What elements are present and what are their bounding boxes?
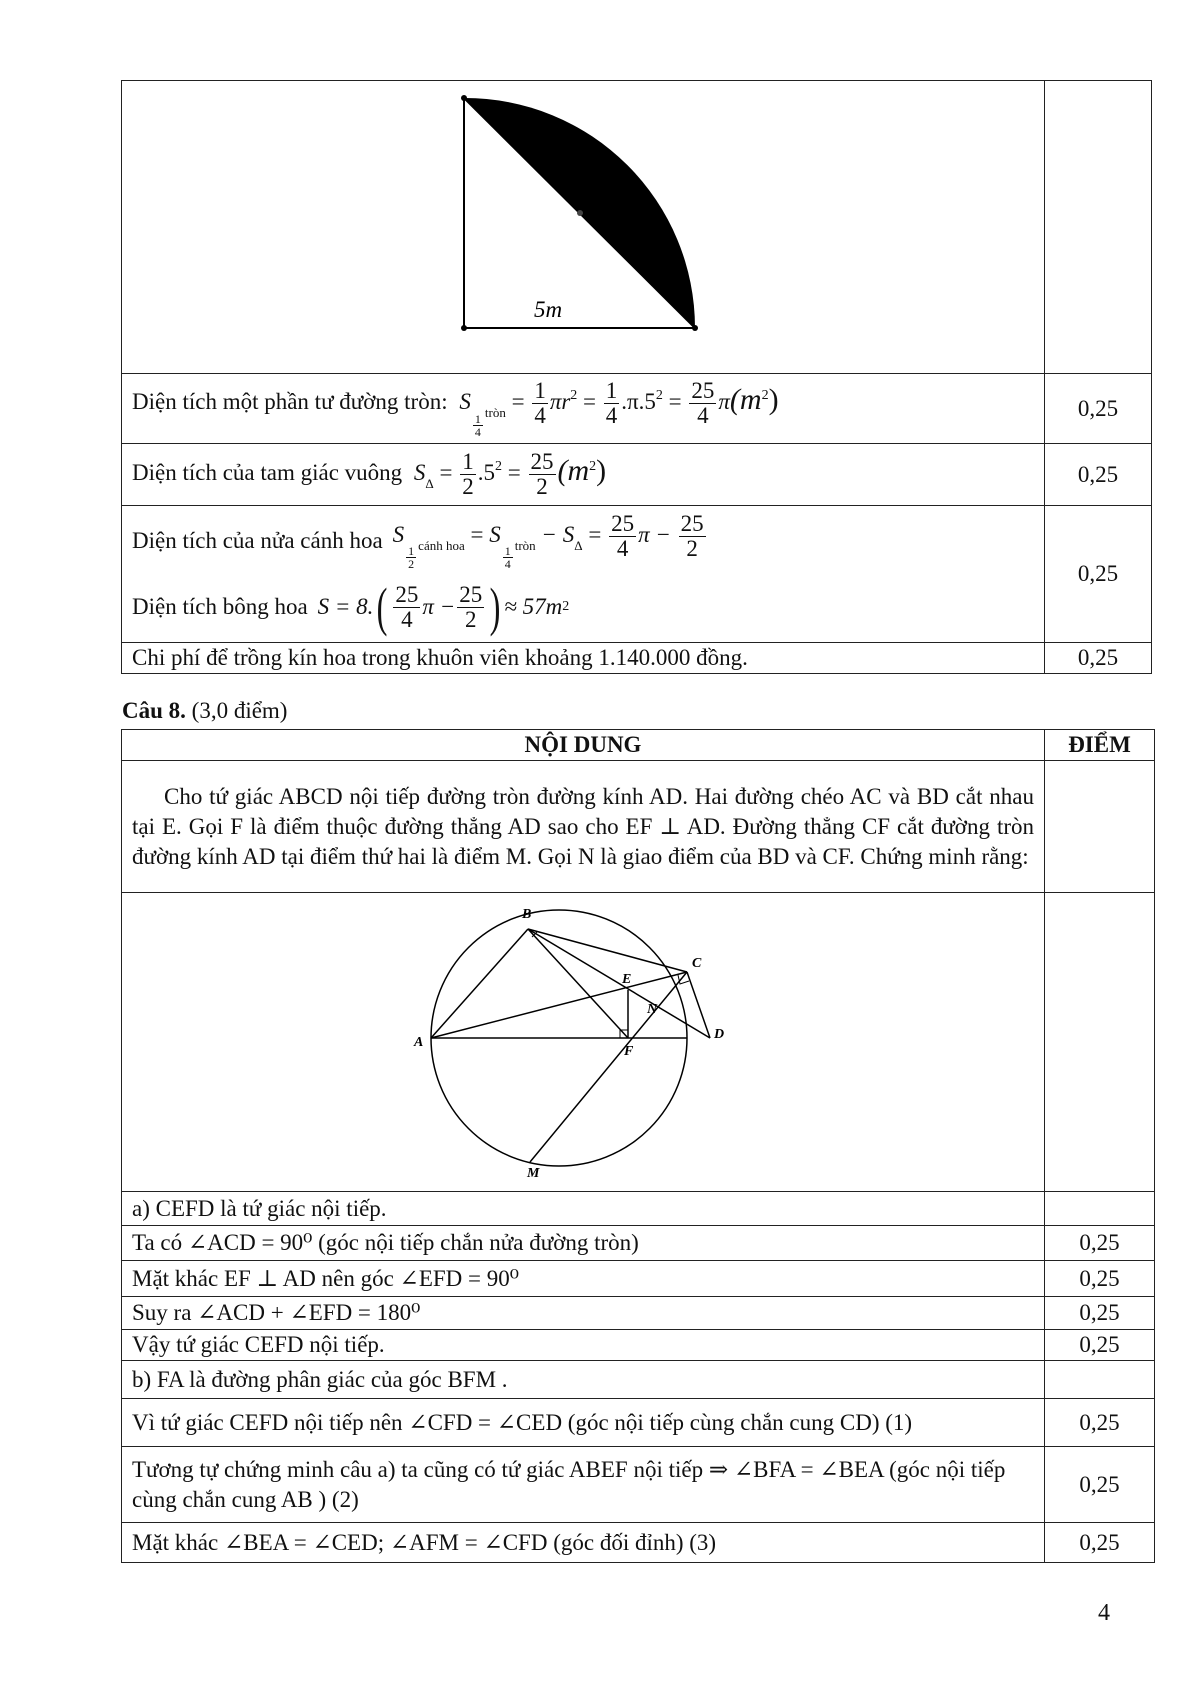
den: 4: [401, 606, 413, 632]
label-a: A: [414, 1035, 424, 1050]
quarter-circle-figure: [122, 81, 1042, 365]
solution-text: Ta có ∠ACD = 90⁰ (góc nội tiếp chắn nửa đường tròn): [122, 1226, 1045, 1261]
fraction-b: [457, 583, 484, 632]
fraction-2: [529, 450, 556, 499]
page-number: 4: [1098, 1600, 1110, 1626]
pi-minus: π −: [638, 521, 671, 547]
solution-row: [122, 1261, 1155, 1297]
num: 1: [408, 544, 415, 559]
right-angle-marks: [532, 932, 689, 1038]
question-points: (3,0 điểm): [191, 698, 288, 723]
triangle-area-row: [122, 444, 1152, 506]
unit-close: ): [768, 382, 779, 416]
score-cell: 0,25: [1045, 1226, 1155, 1261]
line-bc: [528, 929, 687, 972]
sub-fraction: [406, 545, 416, 570]
score-header: ĐIỂM: [1045, 730, 1155, 761]
unit-close: ): [596, 453, 607, 487]
delta-sub: Δ: [574, 537, 583, 553]
triangle-area-text: Diện tích của tam giác vuông: [132, 459, 403, 485]
fraction-3: [689, 379, 716, 428]
solution-row: [122, 1297, 1155, 1330]
question-8-title: [122, 698, 287, 724]
score-cell: 0,25: [1045, 1523, 1155, 1563]
area-symbol-2: S: [489, 521, 501, 547]
triangle-area-cell: [122, 444, 1045, 506]
score-cell: 0,25: [1045, 1261, 1155, 1297]
minus-s: − S: [541, 521, 575, 547]
question-number: Câu 8.: [122, 698, 186, 723]
num: 1: [462, 449, 474, 474]
quarter-circle-area-text: Diện tích một phần tư đường tròn:: [132, 388, 448, 414]
score-cell: 0,25: [1045, 374, 1152, 444]
solution-row: [122, 1192, 1155, 1226]
line-ab: [431, 929, 528, 1038]
area-symbol: S: [413, 459, 426, 485]
score-cell: 0,25: [1045, 1447, 1155, 1523]
num: 25: [691, 378, 715, 404]
label-n: N: [647, 1002, 658, 1017]
label-f: F: [624, 1044, 634, 1059]
problem-row: [122, 761, 1155, 893]
exponent: 2: [562, 599, 570, 614]
solution-text: Vậy tứ giác CEFD nội tiếp.: [122, 1330, 1045, 1361]
circle-figure: [122, 893, 1042, 1183]
sub-num: 1: [474, 411, 481, 426]
circle-figure-cell: [122, 893, 1045, 1192]
pi-r: πr: [549, 388, 571, 414]
solution-row: [122, 1330, 1155, 1361]
cost-row: [122, 643, 1152, 674]
figure-row: [122, 81, 1152, 374]
question-8-table: [121, 729, 1155, 1563]
den: 4: [697, 403, 709, 429]
quarter-circle-area-row: [122, 374, 1152, 444]
score-cell: 0,25: [1045, 506, 1152, 643]
segments: [431, 929, 710, 1162]
half-petal-formula: S $\frac{1}{2}$ $_{cánh hoa}$ = S $\frac{1}{4}$ $_{tròn} - S_\Delta$ = $\frac{25}{4}$ π − $\frac{25}{2}$: [392, 510, 704, 572]
den: 4: [534, 403, 546, 429]
solution-row: [122, 1447, 1155, 1523]
sub-word: tròn: [484, 404, 506, 420]
solution-text: Suy ra ∠ACD + ∠EFD = 180⁰: [122, 1297, 1045, 1330]
label-e: E: [622, 972, 632, 987]
formula-prefix: S = 8.: [317, 594, 374, 619]
score-cell: 0,25: [1045, 1399, 1155, 1447]
half-petal-text: Diện tích của nửa cánh hoa: [132, 528, 383, 553]
vertex-corner: [461, 325, 467, 331]
flower-total-line: [132, 574, 1034, 640]
score-cell: [1045, 1192, 1155, 1226]
score-cell: 0,25: [1045, 444, 1152, 506]
problem-statement: Cho tứ giác ABCD nội tiếp đường tròn đường kính AD. Hai đường chéo AC và BD cắt nhau tại E. Gọi F là điểm thuộc đường thẳng AD sao cho EF ⊥ AD. Đường thẳng CF cắt đường tròn đường kính AD tại điểm thứ hai là điểm M. Gọi N là giao điểm của BD và CF. Chứng minh rằng:: [122, 761, 1045, 893]
exponent: 2: [761, 387, 769, 403]
num: 25: [459, 581, 483, 607]
solution-row: [122, 1361, 1155, 1399]
solution-row: [122, 1226, 1155, 1261]
unit: [730, 383, 779, 416]
solution-text: Mặt khác EF ⊥ AD nên góc ∠EFD = 90⁰: [122, 1261, 1045, 1297]
half-petal-line: [132, 508, 1034, 574]
den: 2: [686, 535, 698, 561]
solution-rows: [122, 1192, 1155, 1563]
solution-row: [122, 1399, 1155, 1447]
figure-row: [122, 893, 1155, 1192]
den: 4: [616, 535, 629, 561]
unit-m: (m: [729, 382, 762, 416]
point-labels: [413, 907, 724, 1181]
sub-word: cánh hoa: [418, 537, 465, 553]
den: 2: [408, 557, 415, 572]
flower-total-formula: [317, 577, 570, 637]
solution-text: b) FA là đường phân giác của góc BFM .: [122, 1361, 1045, 1399]
exponent: 2: [655, 387, 663, 403]
num: 1: [605, 378, 618, 404]
fraction-2: [604, 379, 620, 428]
cost-cell: Chi phí để trồng kín hoa trong khuôn viên khoảng 1.140.000 đồng.: [122, 643, 1045, 674]
den: 2: [536, 474, 548, 499]
den: 4: [605, 403, 618, 429]
unit: [558, 454, 607, 487]
quarter-circle-figure-cell: [122, 81, 1045, 374]
problem-score-cell: [1045, 761, 1155, 893]
exponent: 2: [495, 458, 503, 474]
label-m: M: [527, 1166, 540, 1181]
quarter-circle-area-cell: [122, 374, 1045, 444]
exponent: 2: [589, 458, 597, 474]
num: 25: [680, 510, 704, 536]
pi-minus: π −: [422, 594, 456, 619]
line-cm: [530, 972, 687, 1162]
unit-m: (m: [557, 453, 590, 487]
content-header: NỘI DUNG: [122, 730, 1045, 761]
quarter-circle-area-formula: S $\frac{1}{4}$ $_{tròn}$ = $\frac{1}{4}$ $\pi r^2$ = $\frac{1}{4}$ $.\pi.5^2$ = $\frac{25}{4}$ $\pi(m^2)$: [459, 378, 779, 439]
flower-total-text: Diện tích bông hoa: [132, 594, 308, 619]
exponent: 2: [570, 387, 578, 403]
figure-score-cell: [1045, 81, 1152, 374]
pi-five: .π.5: [621, 388, 656, 414]
sub-word-2: tròn: [514, 537, 536, 553]
fraction-1: [460, 450, 476, 499]
line-cd: [687, 972, 710, 1038]
five: .5: [477, 459, 496, 485]
solution-row: [122, 1523, 1155, 1563]
pi: π: [718, 388, 730, 414]
solution-text: Mặt khác ∠BEA = ∠CED; ∠AFM = ∠CFD (góc đối đỉnh) (3): [122, 1523, 1045, 1563]
score-cell: [1045, 1361, 1155, 1399]
sub-fraction: [473, 413, 483, 438]
area-symbol: S: [392, 521, 405, 547]
num: 25: [611, 510, 635, 536]
den: 4: [504, 557, 511, 572]
fraction-1: [532, 379, 548, 428]
flower-area-row: [122, 506, 1152, 643]
solution-text: Tương tự chứng minh câu a) ta cũng có tứ giác ABEF nội tiếp ⇒ ∠BFA = ∠BEA (góc nội tiếp cùng chắn cung AB ) (2): [122, 1447, 1045, 1523]
area-symbol: S: [459, 388, 471, 414]
delta-sub: Δ: [425, 475, 434, 491]
right-paren: ): [489, 577, 501, 637]
den: 2: [462, 474, 474, 499]
vertex-right: [692, 325, 698, 331]
solution-text: a) CEFD là tứ giác nội tiếp.: [122, 1192, 1045, 1226]
figure-score-cell: [1045, 893, 1155, 1192]
sub-den: 4: [474, 424, 481, 439]
fraction-a: [393, 583, 420, 632]
flower-area-table: [121, 80, 1152, 674]
left-paren: (: [377, 577, 388, 637]
header-row: [122, 730, 1155, 761]
score-cell: 0,25: [1045, 643, 1152, 674]
num: 25: [395, 581, 419, 607]
flower-area-cell: [122, 506, 1045, 643]
midpoint-dot: [577, 210, 583, 216]
score-cell: 0,25: [1045, 1330, 1155, 1361]
label-b: B: [522, 907, 532, 922]
num: 25: [530, 449, 554, 474]
fraction-2: [679, 512, 706, 561]
line-bf: [528, 929, 628, 1038]
num: 1: [504, 544, 511, 559]
num: 1: [534, 378, 546, 404]
approx-value: ≈ 57m: [504, 594, 563, 619]
fraction-1: [609, 512, 636, 561]
score-cell: 0,25: [1045, 1297, 1155, 1330]
label-c: C: [692, 956, 702, 971]
label-d: D: [714, 1027, 725, 1042]
triangle-area-formula: $S_\Delta$ = $\frac{1}{2}$ $.5^2$ = $\frac{25}{2}$ $(m^2)$: [413, 449, 607, 499]
side-length-label: 5m: [534, 297, 563, 322]
solution-text: Vì tứ giác CEFD nội tiếp nên ∠CFD = ∠CED (góc nội tiếp cùng chắn cung CD) (1): [122, 1399, 1045, 1447]
den: 2: [464, 606, 477, 632]
sub-fraction-2: [503, 545, 513, 570]
vertex-top: [461, 95, 467, 101]
